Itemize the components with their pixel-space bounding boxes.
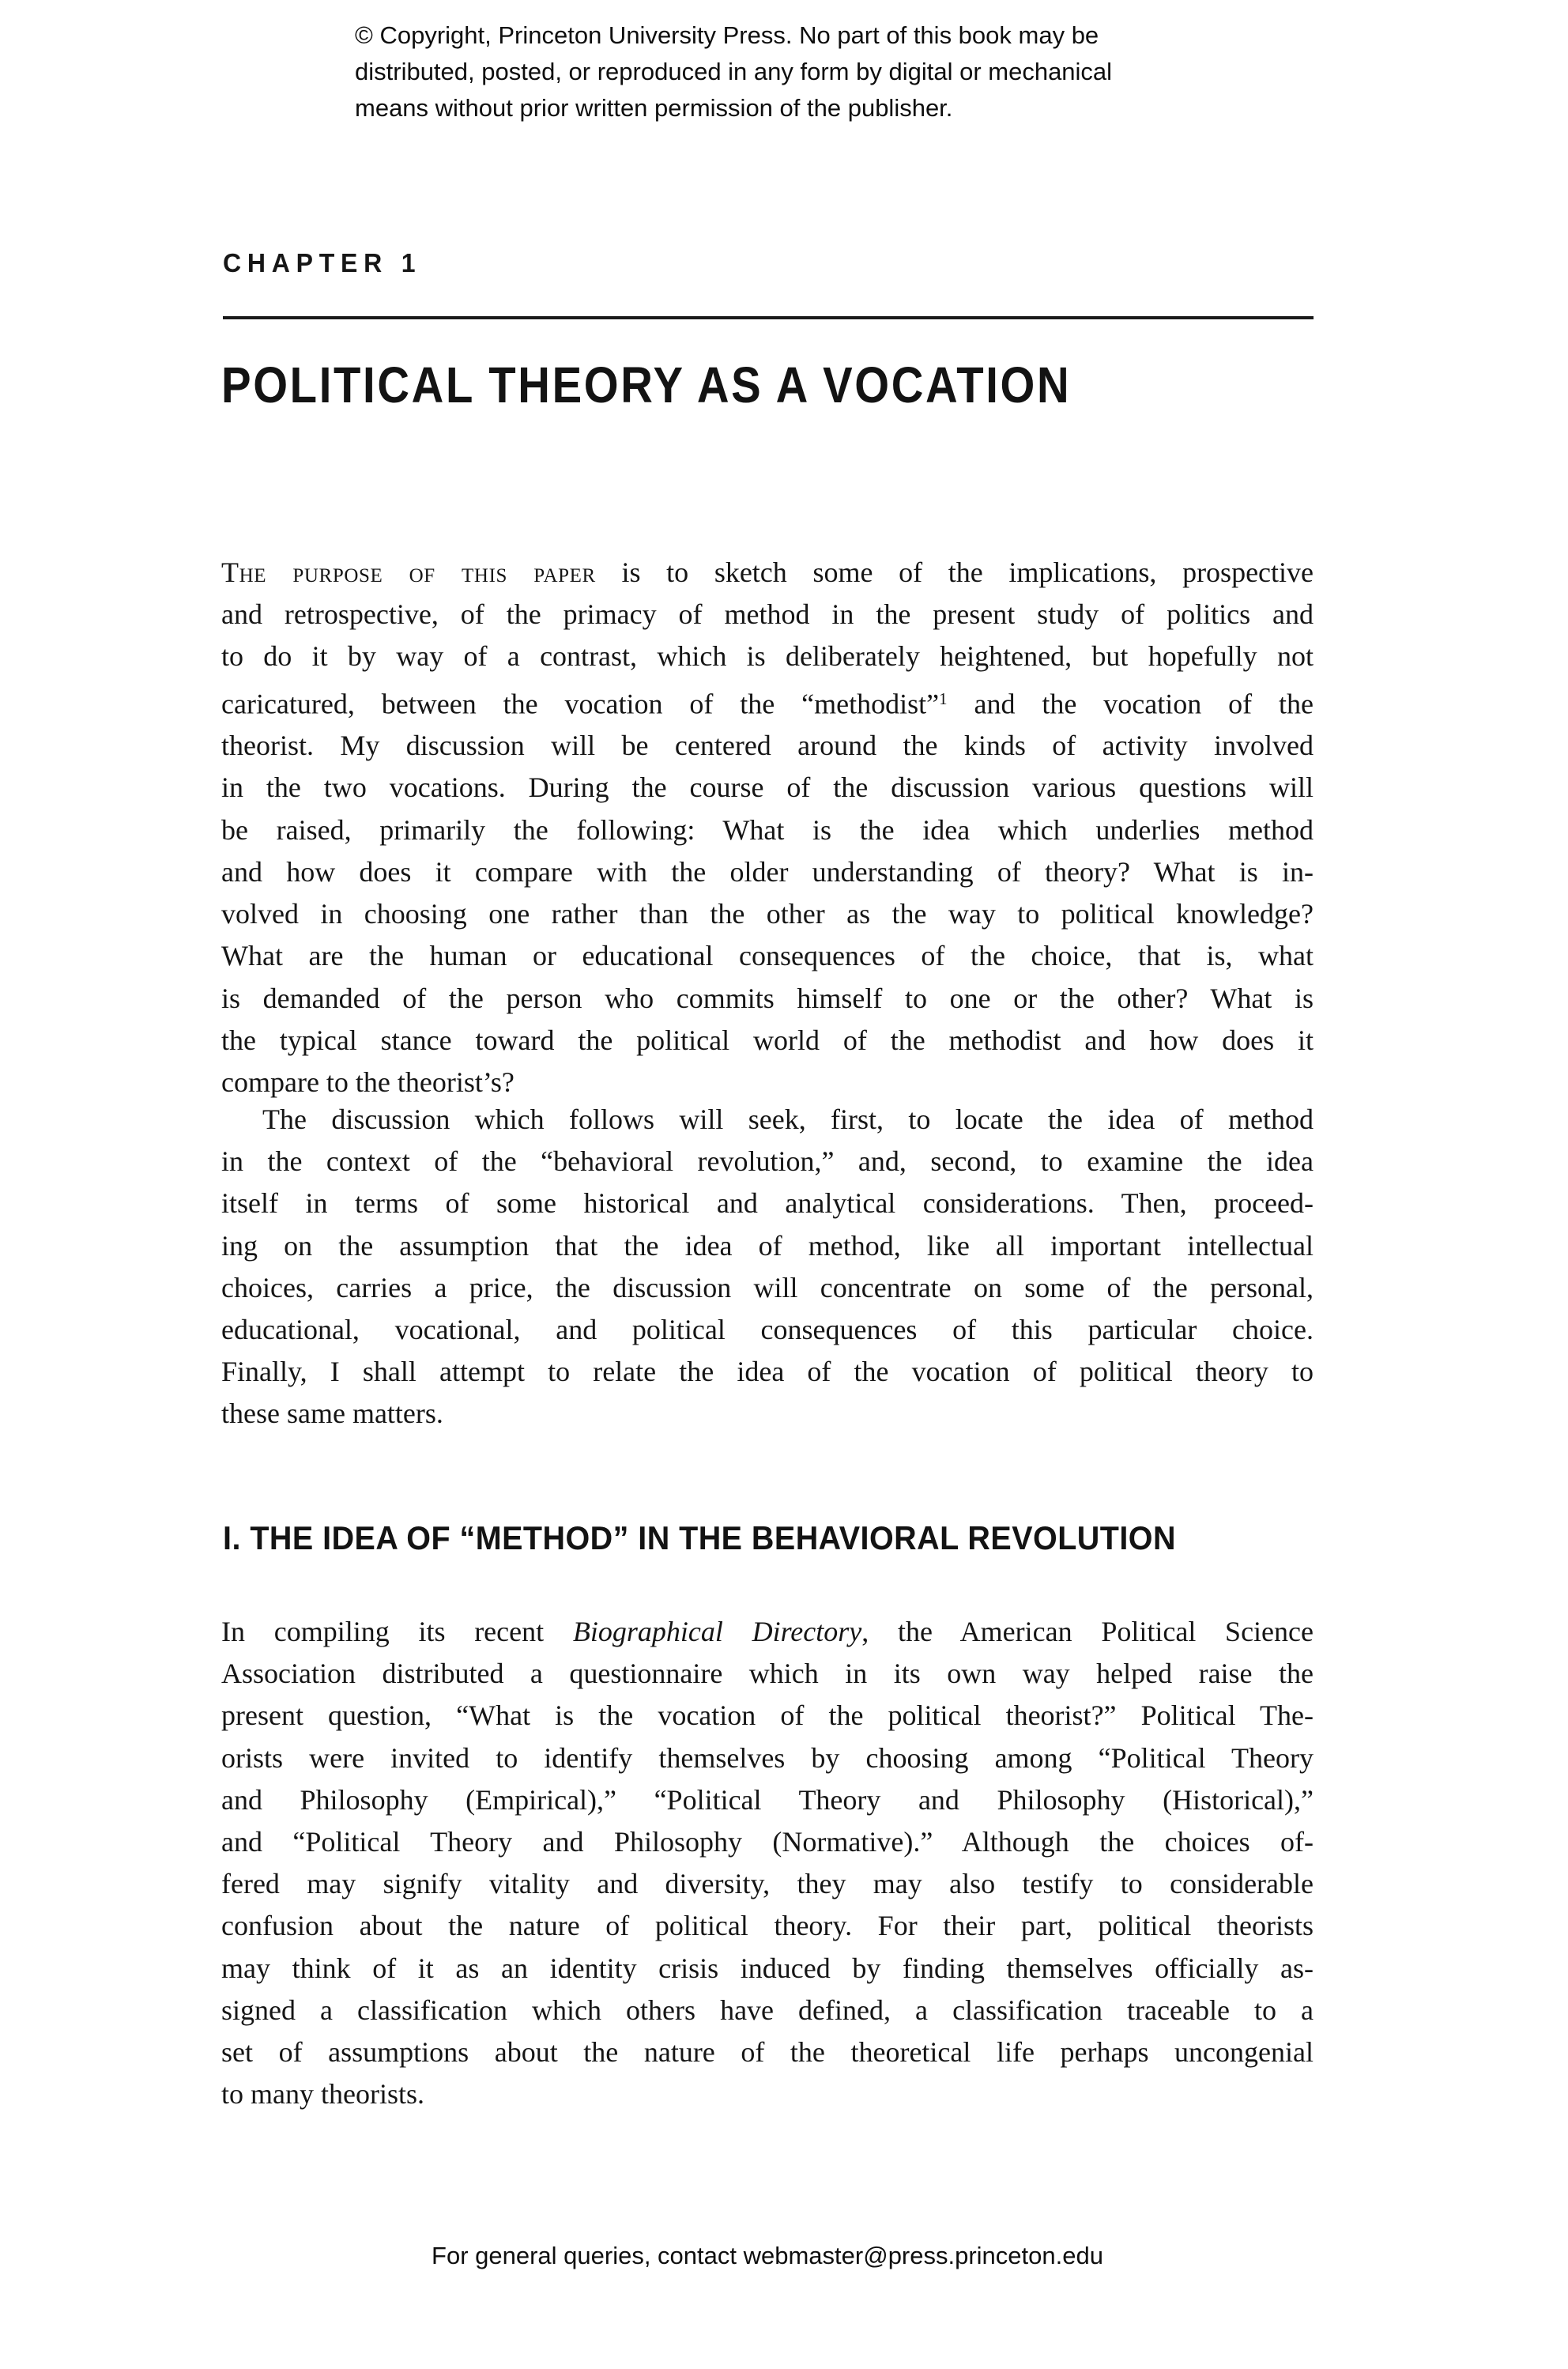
text-line xyxy=(221,552,1314,594)
text-line xyxy=(221,1905,1314,1947)
text-line xyxy=(221,893,1314,935)
text-segment: The discussion which follows will seek, first, to locate the idea of method xyxy=(262,1103,1314,1135)
text-segment: in the context of the “behavioral revolution,” and, second, to examine the idea xyxy=(221,1145,1314,1178)
text-line xyxy=(221,2031,1314,2073)
text-segment: volved in choosing one rather than the other as the way to political knowledge? xyxy=(221,898,1314,930)
text-line xyxy=(221,767,1314,809)
text-line xyxy=(221,1737,1314,1779)
chapter-rule xyxy=(223,316,1314,319)
text-line xyxy=(221,1183,1314,1224)
text-segment: theorist. My discussion will be centered around the kinds of activity involved xyxy=(221,730,1314,762)
text-segment: orists were invited to identify themselves by choosing among “Political Theory xyxy=(221,1741,1314,1774)
text-line xyxy=(221,1695,1314,1737)
section-heading: I. THE IDEA OF “METHOD” IN THE BEHAVIORAL REVOLUTION xyxy=(223,1519,1176,1556)
text-line xyxy=(221,978,1314,1020)
text-line xyxy=(221,1990,1314,2031)
text-line xyxy=(221,1351,1314,1393)
text-segment: is demanded of the person who commits himself to one or the other? What is xyxy=(221,982,1314,1014)
text-segment: ing on the assumption that the idea of method, like all important intellectual xyxy=(221,1229,1314,1262)
text-segment: and Philosophy (Empirical),” “Political Theory and Philosophy (Historical),” xyxy=(221,1783,1314,1816)
text-line xyxy=(355,17,1303,54)
text-line xyxy=(221,1863,1314,1905)
text-segment: The purpose of this paper xyxy=(221,556,596,588)
text-line xyxy=(221,678,1314,726)
text-segment: signed a classification which others have defined, a classification traceable to a xyxy=(221,1994,1314,2026)
text-line xyxy=(355,54,1303,90)
text-segment: and “Political Theory and Philosophy (Normative).” Although the choices of- xyxy=(221,1826,1314,1858)
text-segment: present question, “What is the vocation of the political theorist?” Political The- xyxy=(221,1699,1314,1732)
text-line xyxy=(221,1611,1314,1653)
text-segment: Biographical Directory xyxy=(572,1616,862,1647)
text-segment: In compiling its recent xyxy=(221,1616,573,1647)
text-segment: What are the human or educational consequences of the choice, that is, what xyxy=(221,940,1314,972)
text-line xyxy=(221,1393,1314,1435)
paragraph-discussion-plan xyxy=(221,1099,1314,1435)
text-segment: means without prior written permission of the publisher. xyxy=(355,94,953,122)
text-segment: to many theorists. xyxy=(221,2078,424,2111)
text-segment: © Copyright, Princeton University Press. No part of this book may be xyxy=(355,21,1099,49)
text-segment: educational, vocational, and political consequences of this particular choice. xyxy=(221,1314,1314,1346)
text-segment: these same matters. xyxy=(221,1398,443,1430)
paragraph-opening xyxy=(221,552,1314,1103)
footer-query-note: For general queries, contact webmaster@press.princeton.edu xyxy=(432,2242,1103,2269)
text-line xyxy=(355,90,1303,126)
text-line xyxy=(221,935,1314,977)
text-segment: in the two vocations. During the course of the discussion various questions will xyxy=(221,771,1314,804)
text-line xyxy=(221,1141,1314,1183)
text-line xyxy=(221,1653,1314,1695)
text-segment: set of assumptions about the nature of the theoretical life perhaps uncongenial xyxy=(221,2036,1314,2069)
text-segment: itself in terms of some historical and analytical considerations. Then, proceed- xyxy=(221,1187,1314,1220)
text-segment: Association distributed a questionnaire which in its own way helped raise the xyxy=(221,1658,1314,1690)
text-segment: caricatured, between the vocation of the “methodist” xyxy=(221,688,940,720)
text-line xyxy=(221,2073,1314,2115)
text-segment: fered may signify vitality and diversity, they may also testify to considerable xyxy=(221,1868,1314,1900)
chapter-title: POLITICAL THEORY AS A VOCATION xyxy=(221,356,1072,413)
text-line xyxy=(221,636,1314,677)
text-segment: distributed, posted, or reproduced in any form by digital or mechanical xyxy=(355,58,1113,85)
paragraph-section-one xyxy=(221,1611,1314,2115)
text-line xyxy=(221,1099,1314,1141)
copyright-notice xyxy=(355,17,1303,126)
text-segment: and retrospective, of the primacy of method in the present study of politics and xyxy=(221,598,1314,631)
text-line xyxy=(221,1309,1314,1351)
text-line xyxy=(221,725,1314,767)
text-segment: the typical stance toward the political world of the methodist and how does it xyxy=(221,1024,1314,1056)
text-segment: and how does it compare with the older understanding of theory? What is in- xyxy=(221,855,1314,888)
text-line xyxy=(221,1062,1314,1103)
text-line xyxy=(221,1821,1314,1863)
text-segment: compare to the theorist’s? xyxy=(221,1066,514,1098)
text-line xyxy=(221,1779,1314,1821)
footnote-marker: 1 xyxy=(939,688,948,708)
text-segment: is to sketch some of the implications, prospective xyxy=(595,556,1314,588)
text-line xyxy=(221,809,1314,851)
text-segment: , the American Political Science xyxy=(861,1616,1314,1647)
chapter-label: CHAPTER 1 xyxy=(223,248,422,277)
text-segment: Finally, I shall attempt to relate the idea of the vocation of political theory to xyxy=(221,1356,1314,1388)
text-segment: may think of it as an identity crisis induced by finding themselves officially as- xyxy=(221,1952,1314,1984)
text-line xyxy=(221,1225,1314,1267)
text-segment: and the vocation of the xyxy=(947,688,1314,720)
text-line xyxy=(221,1948,1314,1990)
text-line xyxy=(221,594,1314,636)
text-segment: choices, carries a price, the discussion will concentrate on some of the personal, xyxy=(221,1271,1314,1303)
text-segment: confusion about the nature of political theory. For their part, political theorists xyxy=(221,1910,1314,1942)
text-segment: to do it by way of a contrast, which is deliberately heightened, but hopefully not xyxy=(221,640,1314,673)
text-line xyxy=(221,851,1314,893)
text-line xyxy=(221,1020,1314,1062)
text-segment: be raised, primarily the following: What is the idea which underlies method xyxy=(221,813,1314,846)
text-line xyxy=(221,1267,1314,1309)
